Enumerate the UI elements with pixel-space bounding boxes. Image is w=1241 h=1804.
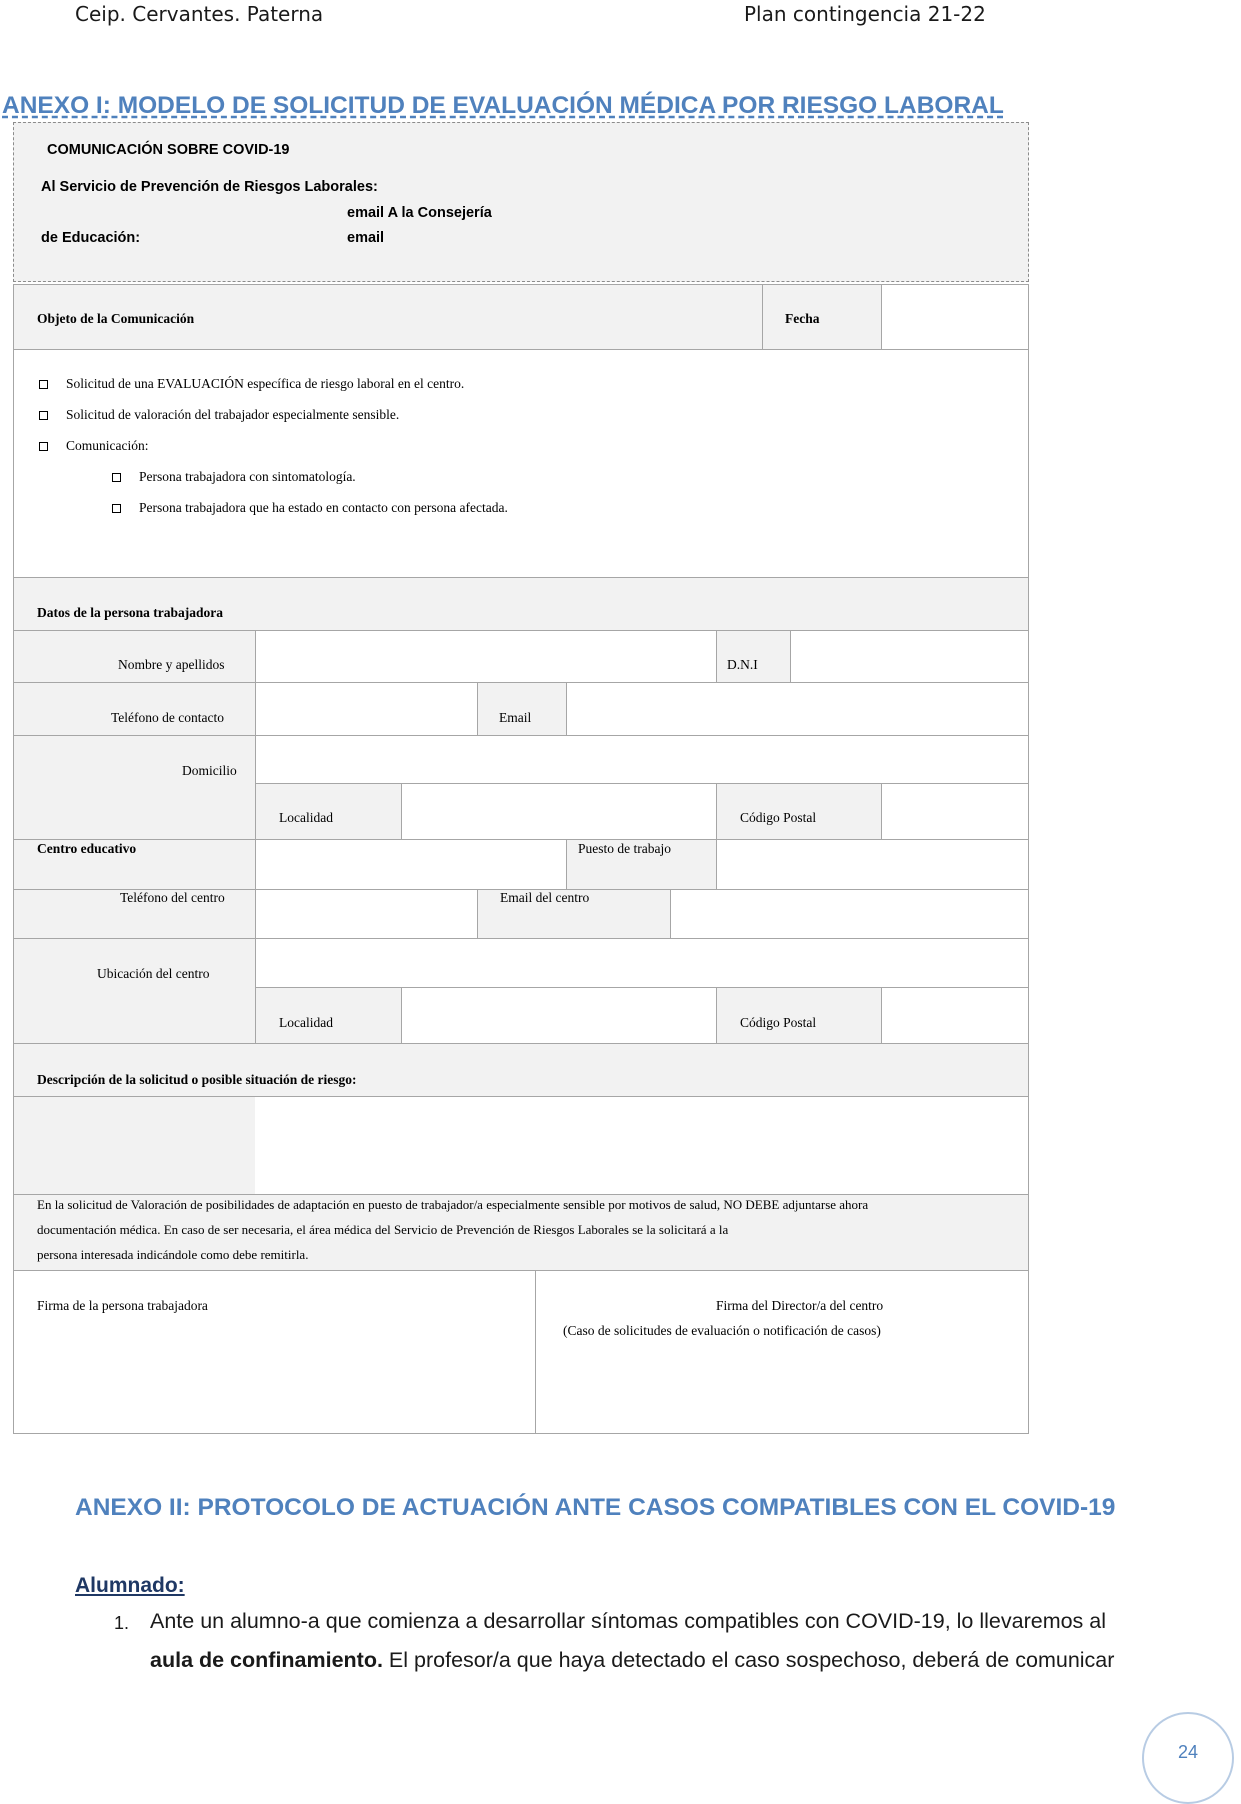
descripcion-label: Descripción de la solicitud o posible situación de riesgo: (37, 1072, 357, 1087)
option-comunicacion[interactable] (39, 438, 148, 454)
option-evaluacion[interactable] (39, 376, 464, 392)
cp-field[interactable] (882, 784, 1028, 839)
alumnado-subtitle: Alumnado: (75, 1574, 185, 1597)
telefono-label: Teléfono de contacto (111, 710, 225, 725)
localidad2-label: Localidad (279, 1015, 333, 1030)
ubicacion-field[interactable] (256, 939, 1028, 987)
nota-line-1: En la solicitud de Valoración de posibilidades de adaptación en puesto de trabajador/a especialmente sensible por motivos de salud, NO DEBE adjuntarse ahora (37, 1197, 869, 1212)
email-centro-field[interactable] (671, 890, 1028, 938)
descripcion-field[interactable] (14, 1097, 1028, 1194)
telefono-centro-field[interactable] (256, 890, 477, 938)
header-right: Plan contingencia 21-22 (744, 2, 986, 26)
nota-line-3: persona interesada indicándole como debe remitirla. (37, 1247, 309, 1262)
item-number: 1. (114, 1613, 130, 1633)
cp2-label: Código Postal (740, 1015, 817, 1030)
suboption-sintomatologia[interactable] (112, 469, 356, 485)
email-consejeria-label: email A la Consejería (347, 205, 492, 221)
fecha-label: Fecha (785, 311, 820, 326)
aula-confinamiento: aula de confinamiento. (150, 1648, 383, 1672)
domicilio-field[interactable] (256, 736, 1028, 783)
email-centro-label: Email del centro (500, 890, 590, 905)
nota-line-2: documentación médica. En caso de ser necesaria, el área médica del Servicio de Prevención de Riesgos Laborales se la solicitará a la (37, 1222, 729, 1237)
option-label: Solicitud de valoración del trabajador especialmente sensible. (66, 407, 400, 422)
centro-field[interactable] (256, 840, 566, 889)
annex2-title: ANEXO II: PROTOCOLO DE ACTUACIÓN ANTE CASOS COMPATIBLES CON EL COVID-19 (75, 1494, 1116, 1521)
fecha-field[interactable] (882, 285, 1028, 349)
email-label: email (347, 230, 385, 246)
suboption-label: Persona trabajadora que ha estado en contacto con persona afectada. (139, 500, 508, 515)
ubicacion-label: Ubicación del centro (97, 966, 210, 981)
firma-director-field[interactable] (536, 1271, 1028, 1433)
telefono-field[interactable] (256, 683, 477, 735)
page-number-circle (1142, 1712, 1234, 1804)
centro-label: Centro educativo (37, 841, 137, 856)
checkbox-icon[interactable] (39, 442, 48, 451)
comunicacion-label: COMUNICACIÓN SOBRE COVID-19 (47, 142, 290, 158)
page-number: 24 (1177, 1742, 1199, 1762)
de-educacion-label: de Educación: (41, 230, 141, 246)
dni-field[interactable] (791, 631, 1028, 682)
item-line-2-rest: El profesor/a que haya detectado el caso sospechoso, deberá de comunicar (382, 1648, 1115, 1672)
suboption-contacto[interactable] (112, 500, 508, 516)
checkbox-icon[interactable] (39, 380, 48, 389)
checkbox-icon[interactable] (112, 504, 121, 513)
cp2-field[interactable] (882, 988, 1028, 1043)
option-label: Solicitud de una EVALUACIÓN específica de riesgo laboral en el centro. (66, 376, 465, 391)
localidad-label: Localidad (279, 810, 333, 825)
item-line-1: Ante un alumno-a que comienza a desarrollar síntomas compatibles con COVID-19, lo llevaremos al (150, 1609, 1107, 1633)
annex1-title: ANEXO I: MODELO DE SOLICITUD DE EVALUACIÓN MÉDICA POR RIESGO LABORAL (2, 92, 1004, 119)
checkbox-icon[interactable] (112, 473, 121, 482)
suboption-label: Persona trabajadora con sintomatología. (139, 469, 356, 484)
email-label: Email (499, 710, 532, 725)
servicio-label: Al Servicio de Prevención de Riesgos Laborales: (41, 179, 378, 195)
localidad2-field[interactable] (402, 988, 716, 1043)
option-valoracion[interactable] (39, 407, 399, 423)
cp-label: Código Postal (740, 810, 817, 825)
nombre-field[interactable] (256, 631, 716, 682)
firma-director-label: Firma del Director/a del centro (716, 1298, 884, 1313)
telefono-centro-label: Teléfono del centro (120, 890, 225, 905)
firma-trabajador-field[interactable] (14, 1271, 535, 1433)
header-left: Ceip. Cervantes. Paterna (75, 2, 324, 26)
puesto-label: Puesto de trabajo (578, 841, 671, 856)
objeto-label: Objeto de la Comunicación (37, 311, 195, 326)
option-label: Comunicación: (66, 438, 149, 453)
item-line-2 (150, 1648, 1114, 1673)
firma-director-nota: (Caso de solicitudes de evaluación o notificación de casos) (563, 1323, 881, 1338)
domicilio-label: Domicilio (182, 763, 237, 778)
nombre-label: Nombre y apellidos (118, 657, 225, 672)
localidad-field[interactable] (402, 784, 716, 839)
dni-label: D.N.I (727, 657, 758, 672)
checkbox-icon[interactable] (39, 411, 48, 420)
datos-label: Datos de la persona trabajadora (37, 605, 223, 620)
puesto-field[interactable] (717, 840, 1028, 889)
email-field[interactable] (567, 683, 1028, 735)
firma-trabajador-label: Firma de la persona trabajadora (37, 1298, 208, 1313)
